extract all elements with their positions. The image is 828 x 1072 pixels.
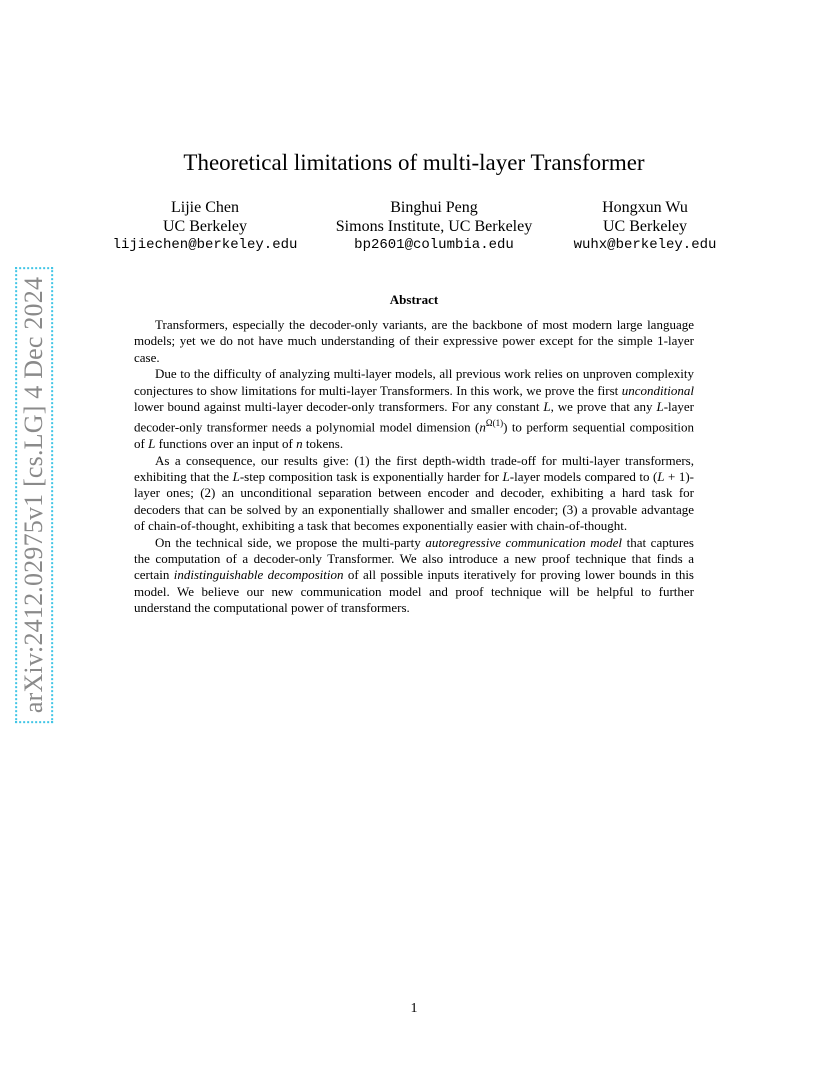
page-number: 1 xyxy=(410,1001,418,1016)
author-2 xyxy=(320,198,548,255)
abstract-paragraph-3: As a consequence, our results give: (1) the first depth-width trade-off for multi-layer transformers, exhibiting that the L-step composition task is exponentially harder for L-layer models compared to (L + 1)-layer ones; (2) an unconditional separation between encoder and decoder, exhibiting a hard task for decoders that can be solved by an exponentially shallower and smaller encoder; (3) a provable advantage of chain-of-thought, exhibiting a task that becomes exponentially easier with chain-of-thought. xyxy=(134,452,695,534)
author-email: bp2601@columbia.edu xyxy=(354,237,514,253)
abstract-paragraph-2: Due to the difficulty of analyzing multi-layer models, all previous work relies on unproven complexity conjectures to show limitations for multi-layer Transformers. In this work, we prove the first unconditional lower bound against multi-layer decoder-only transformers. For any constant L, we prove that any L-layer decoder-only transformer needs a polynomial model dimension $(n^{\Omega(1)})$ to perform sequential composition of L functions over an input of n tokens. xyxy=(134,366,694,452)
author-affiliation: UC Berkeley xyxy=(603,218,687,235)
abstract-paragraph-4: On the technical side, we propose the multi-party autoregressive communication model that captures the computation of a decoder-only Transformer. We also introduce a new proof technique that finds a certain indistinguishable decomposition of all possible inputs iteratively for proving lower bounds in this model. We believe our new communication model and proof technique will be helpful to further understand the computational power of transformers. xyxy=(134,534,694,616)
author-affiliation: UC Berkeley xyxy=(163,218,247,235)
abstract-body xyxy=(134,317,694,617)
author-3 xyxy=(550,198,740,255)
author-1 xyxy=(100,198,310,255)
author-name: Binghui Peng xyxy=(390,199,478,216)
arxiv-stamp xyxy=(15,260,53,730)
abstract-heading: Abstract xyxy=(389,292,439,307)
abstract-paragraph-1: Transformers, especially the decoder-only variants, are the backbone of most modern large language models; yet we do not have much understanding of their expressive power except for the simple 1-layer case. xyxy=(134,317,694,365)
author-email: lijiechen@berkeley.edu xyxy=(112,237,298,253)
author-name: Lijie Chen xyxy=(171,199,239,216)
author-name: Hongxun Wu xyxy=(602,199,688,216)
arxiv-identifier: arXiv:2412.02975v1 [cs.LG] 4 Dec 2024 xyxy=(15,267,53,723)
author-email: wuhx@berkeley.edu xyxy=(573,237,717,253)
author-affiliation: Simons Institute, UC Berkeley xyxy=(335,218,533,235)
paper-title: Theoretical limitations of multi-layer Transformer xyxy=(183,150,645,175)
